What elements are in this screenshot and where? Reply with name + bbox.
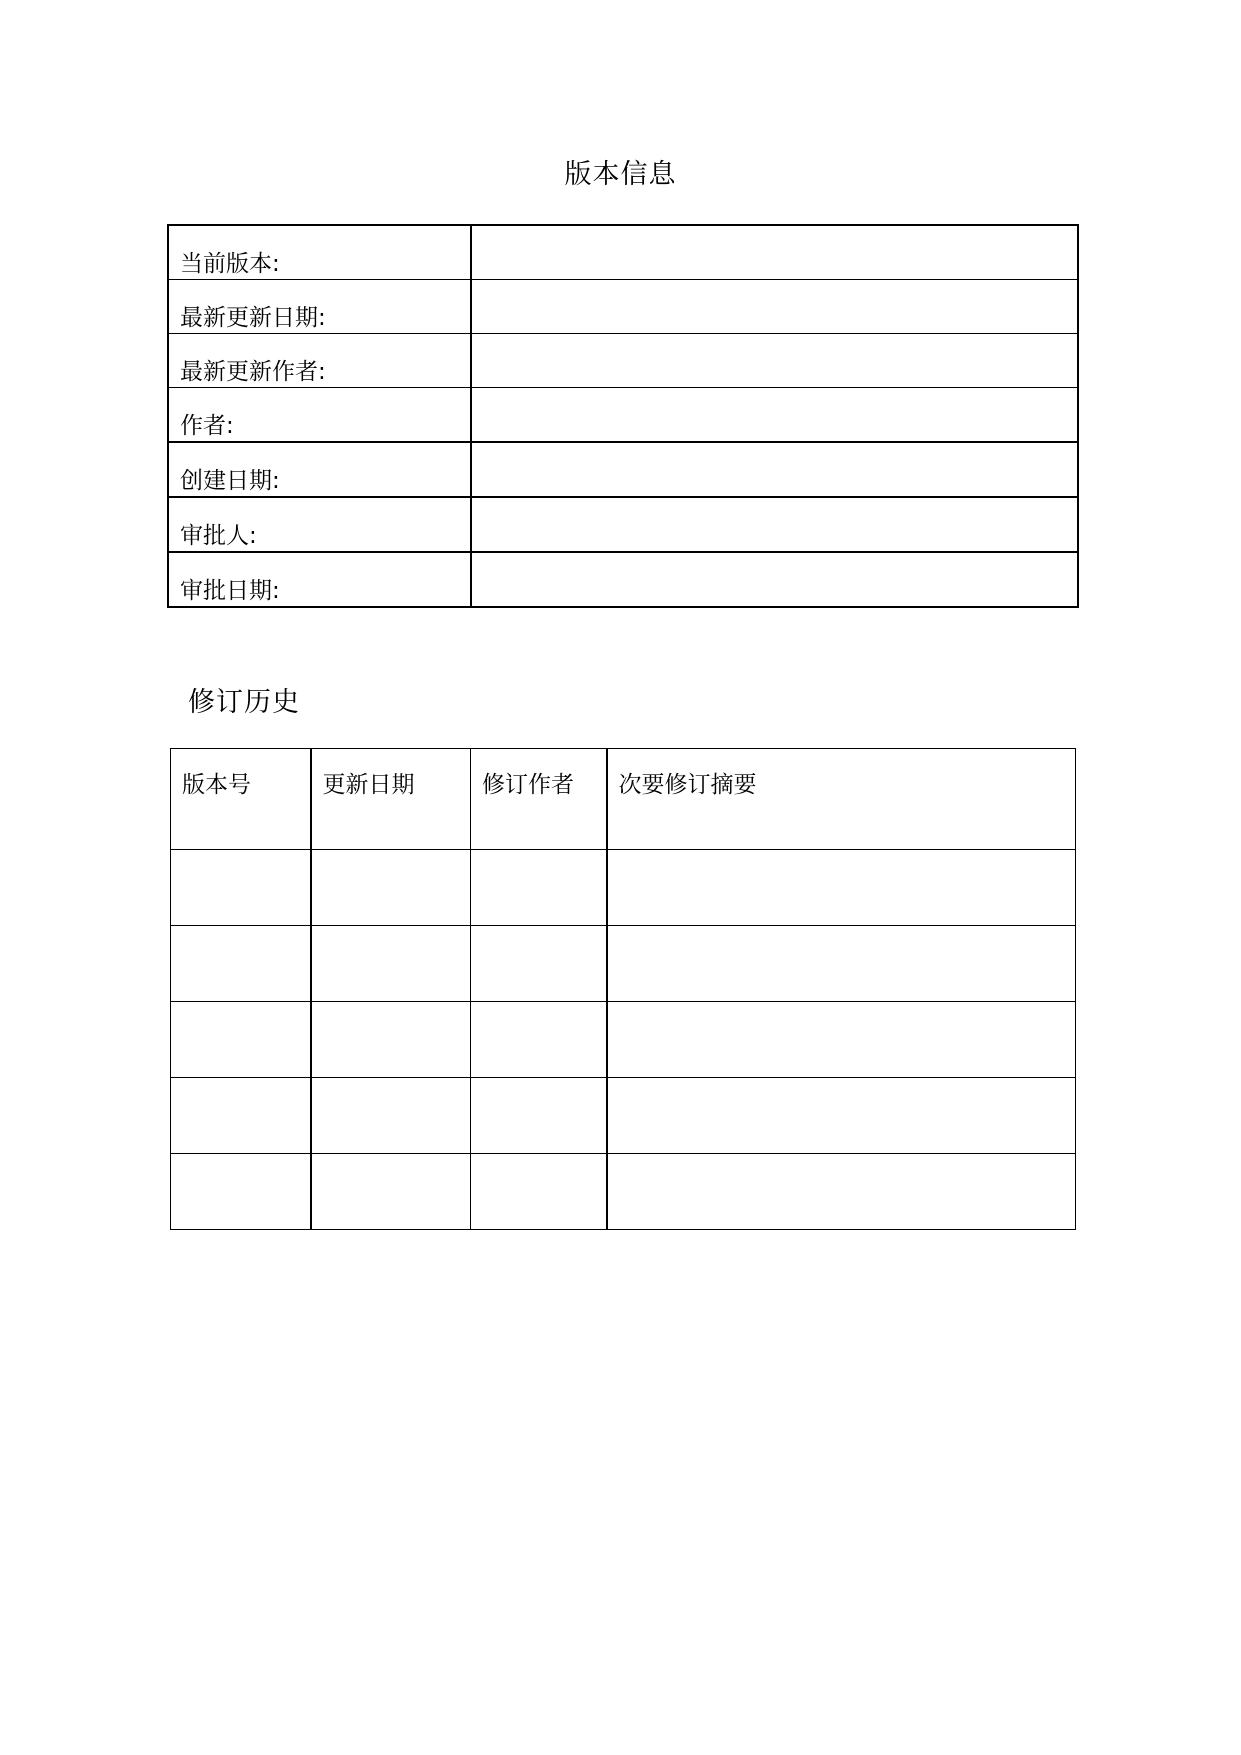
history-cell-summary[interactable] [607, 1078, 1076, 1154]
column-header-update-date: 更新日期 [311, 749, 471, 850]
info-label-approver: 审批人: [168, 497, 471, 552]
history-cell-version[interactable] [171, 850, 311, 926]
info-row-author [168, 388, 1078, 443]
info-row-last-update-date [168, 280, 1078, 334]
info-label-created-date: 创建日期: [168, 442, 471, 497]
info-label-last-update-author: 最新更新作者: [168, 334, 471, 388]
revision-history-title: 修订历史 [188, 687, 300, 718]
info-value-current-version[interactable] [471, 225, 1078, 280]
info-value-last-update-date[interactable] [471, 280, 1078, 334]
table-row [171, 850, 1076, 926]
info-row-last-update-author [168, 334, 1078, 388]
history-cell-revision-author[interactable] [471, 1002, 607, 1078]
history-cell-revision-author[interactable] [471, 926, 607, 1002]
info-value-last-update-author[interactable] [471, 334, 1078, 388]
info-row-approver [168, 497, 1078, 552]
column-header-minor-revision-summary: 次要修订摘要 [607, 749, 1076, 850]
history-cell-update-date[interactable] [311, 1154, 471, 1230]
history-cell-summary[interactable] [607, 1002, 1076, 1078]
info-row-approval-date [168, 552, 1078, 607]
history-cell-summary[interactable] [607, 926, 1076, 1002]
history-cell-version[interactable] [171, 1078, 311, 1154]
info-label-last-update-date: 最新更新日期: [168, 280, 471, 334]
history-cell-update-date[interactable] [311, 926, 471, 1002]
column-header-version: 版本号 [171, 749, 311, 850]
history-cell-update-date[interactable] [311, 1078, 471, 1154]
history-cell-revision-author[interactable] [471, 850, 607, 926]
info-label-current-version: 当前版本: [168, 225, 471, 280]
info-label-approval-date: 审批日期: [168, 552, 471, 607]
history-cell-revision-author[interactable] [471, 1078, 607, 1154]
history-cell-summary[interactable] [607, 1154, 1076, 1230]
history-cell-update-date[interactable] [311, 850, 471, 926]
history-cell-version[interactable] [171, 1002, 311, 1078]
info-value-approver[interactable] [471, 497, 1078, 552]
info-value-created-date[interactable] [471, 442, 1078, 497]
info-label-author: 作者: [168, 388, 471, 443]
version-info-title: 版本信息 [564, 159, 677, 190]
info-value-author[interactable] [471, 388, 1078, 443]
history-cell-update-date[interactable] [311, 1002, 471, 1078]
table-row [171, 926, 1076, 1002]
table-row [171, 1154, 1076, 1230]
history-cell-summary[interactable] [607, 850, 1076, 926]
history-cell-version[interactable] [171, 1154, 311, 1230]
version-info-table [167, 224, 1079, 608]
history-header-row [171, 749, 1076, 850]
info-row-created-date [168, 442, 1078, 497]
info-value-approval-date[interactable] [471, 552, 1078, 607]
table-row [171, 1002, 1076, 1078]
revision-history-table [170, 748, 1076, 1230]
info-row-current-version [168, 225, 1078, 280]
history-cell-version[interactable] [171, 926, 311, 1002]
table-row [171, 1078, 1076, 1154]
column-header-revision-author: 修订作者 [471, 749, 607, 850]
history-cell-revision-author[interactable] [471, 1154, 607, 1230]
